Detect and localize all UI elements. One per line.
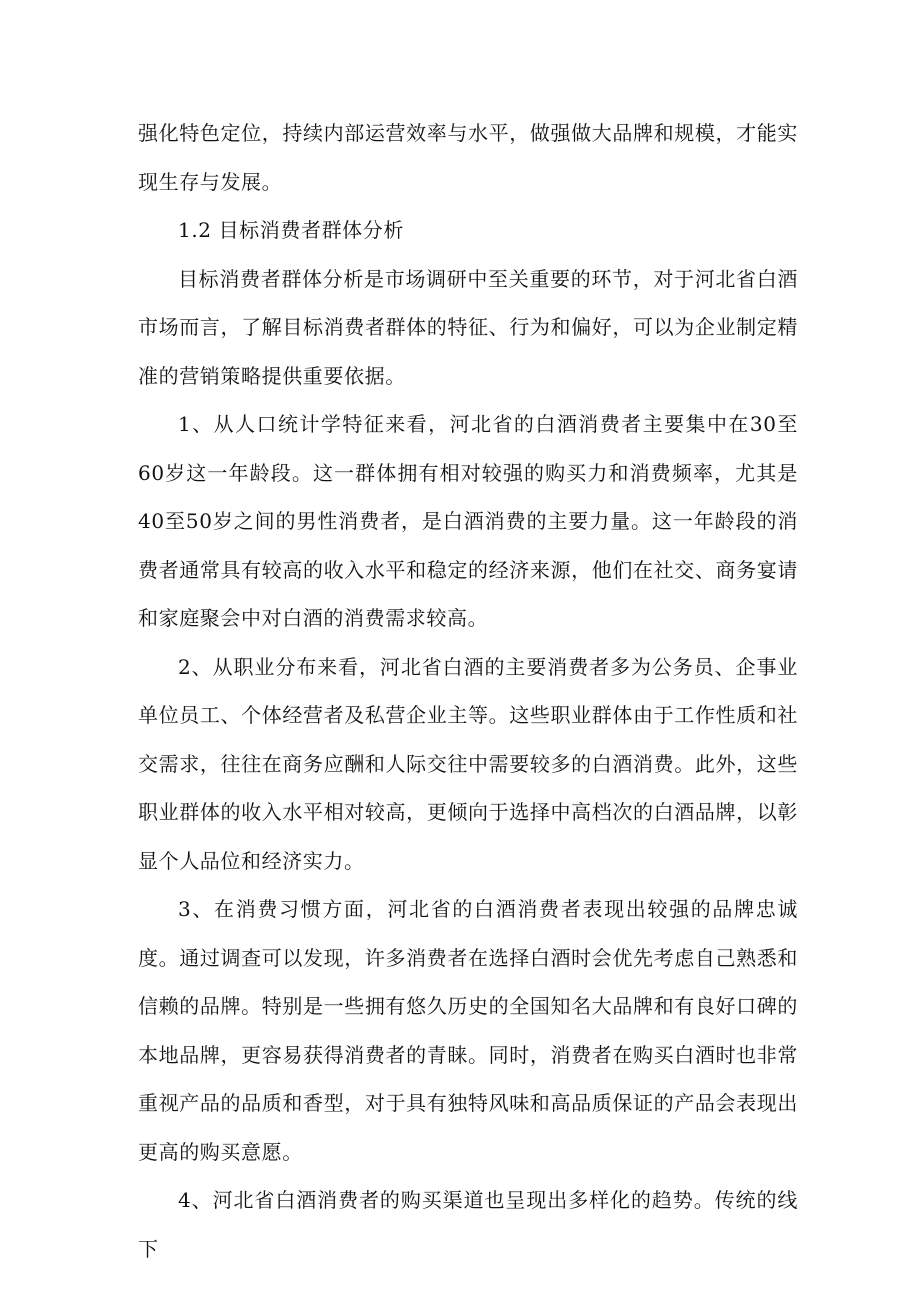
document-body [138,109,798,1273]
paragraph-consumption-habits: 3、在消费习惯方面，河北省的白酒消费者表现出较强的品牌忠诚度。通过调查可以发现，许多消费者在选择白酒时会优先考虑自己熟悉和信赖的品牌。特别是一些拥有悠久历史的全国知名大品牌和有良好口碑的本地品牌，更容易获得消费者的青睐。同时，消费者在购买白酒时也非常重视产品的品质和香型，对于具有独特风味和高品质保证的产品会表现出更高的购买意愿。 [138,897,798,1164]
paragraph-occupation: 2、从职业分布来看，河北省白酒的主要消费者多为公务员、企事业单位员工、个体经营者及私营企业主等。这些职业群体由于工作性质和社交需求，往往在商务应酬和人际交往中需要较多的白酒消费。此外，这些职业群体的收入水平相对较高，更倾向于选择中高档次的白酒品牌，以彰显个人品位和经济实力。 [138,654,798,873]
paragraph-purchase-channels: 4、河北省白酒消费者的购买渠道也呈现出多样化的趋势。传统的线下 [138,1188,798,1261]
paragraph-intro: 目标消费者群体分析是市场调研中至关重要的环节，对于河北省白酒市场而言，了解目标消费者群体的特征、行为和偏好，可以为企业制定精准的营销策略提供重要依据。 [138,266,798,388]
section-heading: 1.2 目标消费者群体分析 [178,218,404,242]
paragraph-continuation: 强化特色定位，持续内部运营效率与水平，做强做大品牌和规模，才能实现生存与发展。 [138,121,798,194]
paragraph-demographics: 1、从人口统计学特征来看，河北省的白酒消费者主要集中在30至60岁这一年龄段。这一群体拥有相对较强的购买力和消费频率，尤其是40至50岁之间的男性消费者，是白酒消费的主要力量。这一年龄段的消费者通常具有较高的收入水平和稳定的经济来源，他们在社交、商务宴请和家庭聚会中对白酒的消费需求较高。 [138,412,798,630]
